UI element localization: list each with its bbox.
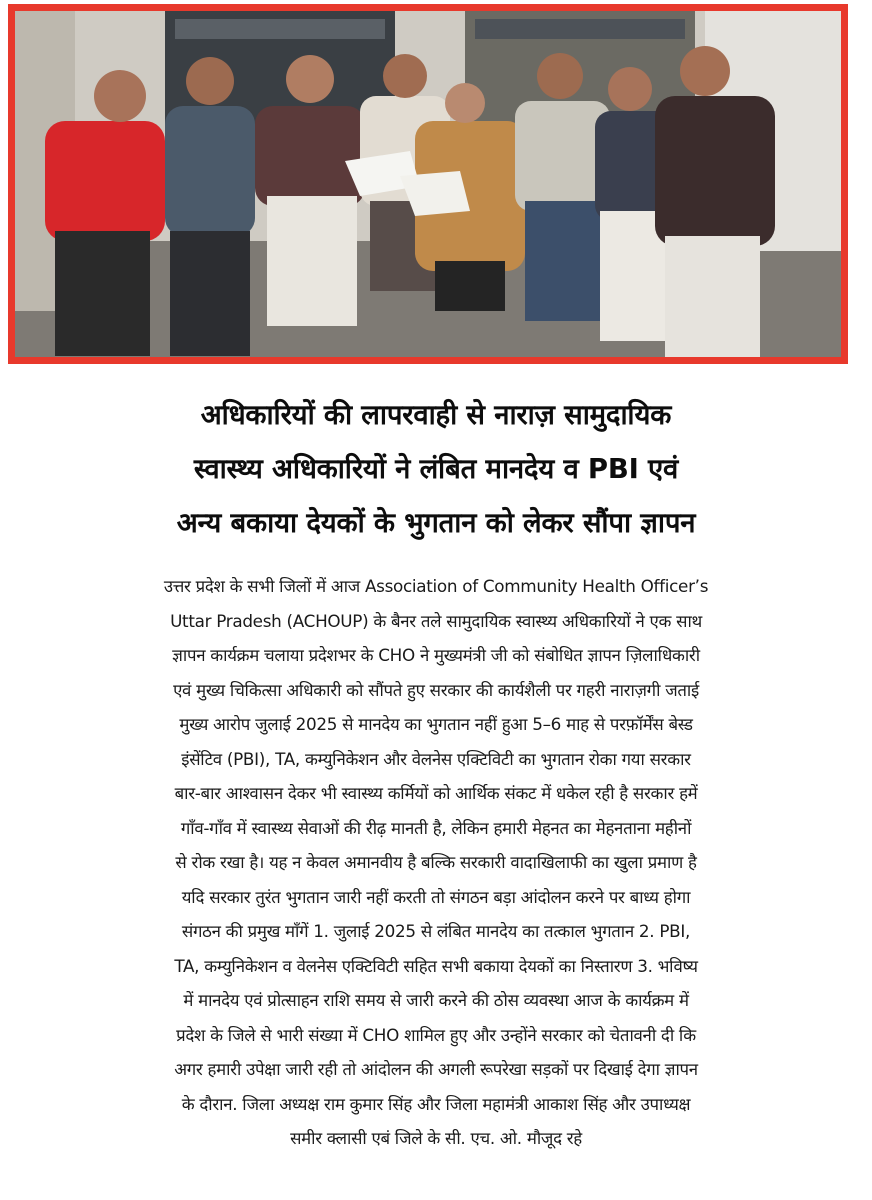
body-line: TA, कम्युनिकेशन व वेलनेस एक्टिविटी सहित सभी बकाया देयकों का निस्तारण 3. भविष्य	[174, 955, 698, 976]
body-line: संगठन की प्रमुख माँगें 1. जुलाई 2025 से लंबित मानदेय का तत्काल भुगतान 2. PBI,	[181, 921, 691, 941]
body-line: एवं मुख्य चिकित्सा अधिकारी को सौंपते हुए सरकार की कार्यशैली पर गहरी नाराज़गी जताई	[173, 679, 699, 700]
body-line: अगर हमारी उपेक्षा जारी रही तो आंदोलन की अगली रूपरेखा सड़कों पर दिखाई देगा ज्ञापन	[174, 1059, 698, 1079]
body-line: गाँव-गाँव में स्वास्थ्य सेवाओं की रीढ़ मानती है, लेकिन हमारी मेहनत का मेहनताना महीनों	[180, 817, 692, 838]
body-line: उत्तर प्रदेश के सभी जिलों में आज Association of Community Health Officer’s	[163, 576, 709, 596]
group-photo-image	[15, 11, 841, 357]
body-line: इंसेंटिव (PBI), TA, कम्युनिकेशन और वेलनेस एक्टिविटी का भुगतान रोका गया सरकार	[181, 748, 691, 769]
body-line: मुख्य आरोप जुलाई 2025 से मानदेय का भुगतान नहीं हुआ 5–6 माह से परफ़ॉर्मेंस बेस्ड	[179, 714, 693, 734]
headline-line: अन्य बकाया देयकों के भुगतान को लेकर सौंपा ज्ञापन	[176, 507, 696, 539]
body-line: बार-बार आश्वासन देकर भी स्वास्थ्य कर्मियों को आर्थिक संकट में धकेल रही है सरकार हमें	[174, 783, 698, 803]
body-line: प्रदेश के जिले से भारी संख्या में CHO शामिल हुए और उन्होंने सरकार को चेतावनी दी कि	[176, 1024, 696, 1045]
headline-line: अधिकारियों की लापरवाही से नाराज़ सामुदायिक	[200, 399, 672, 431]
article-photo	[8, 4, 848, 364]
body-line: ज्ञापन कार्यक्रम चलाया प्रदेशभर के CHO ने मुख्यमंत्री जी को संबोधित ज्ञापन ज़िलाधिकारी	[172, 645, 700, 665]
article-headline	[10, 388, 862, 550]
body-line: से रोक रखा है। यह न केवल अमानवीय है बल्कि सरकारी वादाखिलाफी का खुला प्रमाण है	[175, 852, 697, 872]
body-line: Uttar Pradesh (ACHOUP) के बैनर तले सामुदायिक स्वास्थ्य अधिकारियों ने एक साथ	[170, 610, 702, 631]
body-line: में मानदेय एवं प्रोत्साहन राशि समय से जारी करने की ठोस व्यवस्था आज के कार्यक्रम में	[183, 990, 689, 1010]
article-body	[16, 569, 856, 1156]
headline-line: स्वास्थ्य अधिकारियों ने लंबित मानदेय व PBI एवं	[193, 453, 679, 485]
body-line: समीर क्लासी एबं जिले के सी. एच. ओ. मौजूद रहे	[290, 1128, 582, 1148]
body-line: के दौरान. जिला अध्यक्ष राम कुमार सिंह और जिला महामंत्री आकाश सिंह और उपाध्यक्ष	[181, 1093, 691, 1114]
body-line: यदि सरकार तुरंत भुगतान जारी नहीं करती तो संगठन बड़ा आंदोलन करने पर बाध्य होगा	[181, 886, 691, 907]
